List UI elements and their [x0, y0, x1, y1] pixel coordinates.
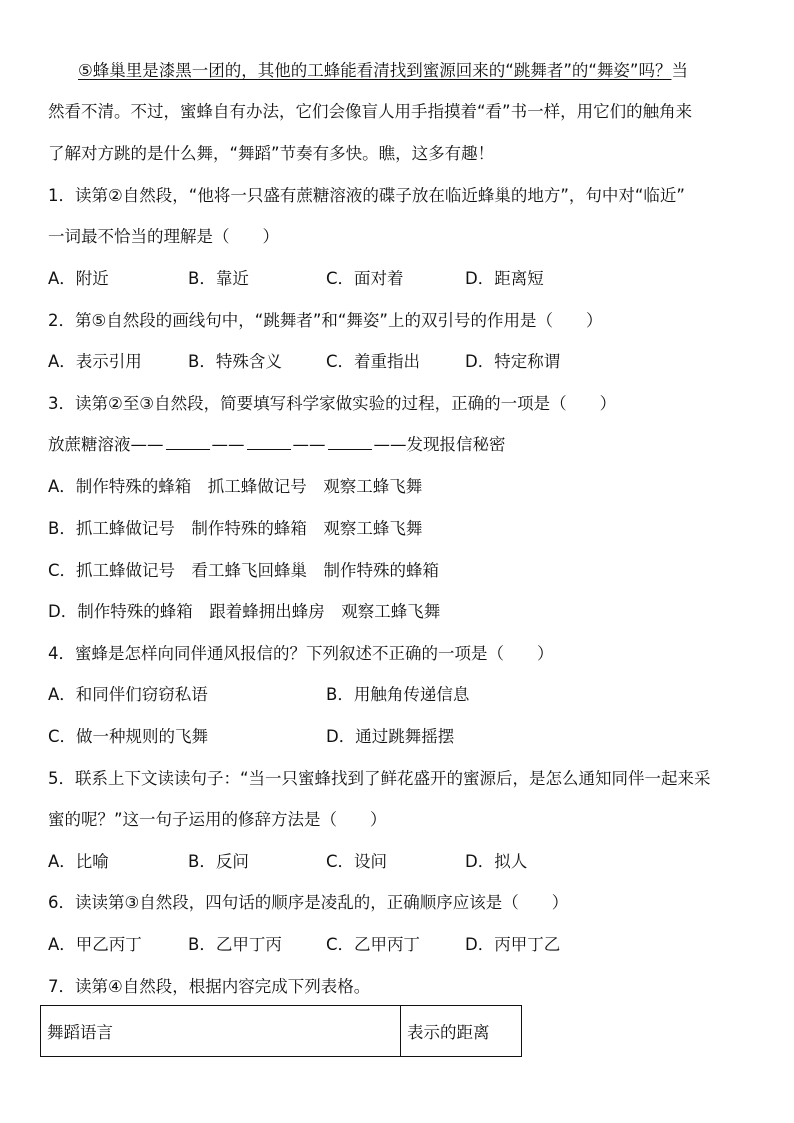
q6-option-c[interactable]: C．乙甲丙丁	[326, 935, 421, 954]
q2-option-b[interactable]: B．特殊含义	[188, 352, 282, 371]
table-header-dance-language: 舞蹈语言	[41, 1006, 401, 1057]
flow-blank-1[interactable]	[166, 435, 210, 450]
flow-blank-2[interactable]	[247, 435, 291, 450]
flow-sep-4b: —	[390, 435, 407, 454]
q1-stem-line-1: 1．读第②自然段，“他将一只盛有蔗糖溶液的碟子放在临近蜂巢的地方”，句中对“临近”	[48, 186, 685, 205]
q1-stem-line-2: 一词最不恰当的理解是（ ）	[48, 227, 279, 246]
q5-option-b[interactable]: B．反问	[188, 852, 249, 871]
q7-stem: 7．读第④自然段，根据内容完成下列表格。	[48, 977, 371, 996]
flow-sep-2: ——	[211, 435, 245, 454]
q6-option-d[interactable]: D．丙甲丁乙	[465, 935, 561, 954]
q5-stem-line-2: 蜜的呢？”这一句子运用的修辞方法是（ ）	[48, 810, 387, 829]
q5-stem-line-1: 5．联系上下文读读句子：“当一只蜜蜂找到了鲜花盛开的蜜源后，是怎么通知同伴一起来采	[48, 769, 711, 788]
q5-option-d[interactable]: D．拟人	[465, 852, 528, 871]
q3-option-b[interactable]: B．抓工蜂做记号 制作特殊的蜂箱 观察工蜂飞舞	[48, 519, 423, 538]
flow-start: 放蔗糖溶液	[48, 435, 131, 454]
q4-option-d[interactable]: D．通过跳舞摇摆	[326, 727, 455, 746]
flow-blank-3[interactable]	[328, 435, 372, 450]
q4-stem: 4．蜜蜂是怎样向同伴通风报信的？下列叙述不正确的一项是（ ）	[48, 644, 554, 663]
passage-line-2: 然看不清。不过，蜜蜂自有办法，它们会像盲人用手指摸着“看”书一样，用它们的触角来	[48, 102, 693, 121]
q3-option-a[interactable]: A．制作特殊的蜂箱 抓工蜂做记号 观察工蜂飞舞	[48, 477, 423, 496]
q4-option-a[interactable]: A．和同伴们窃窃私语	[48, 685, 208, 704]
table-header-distance: 表示的距离	[401, 1006, 522, 1057]
flow-sep-3b: —	[309, 435, 326, 454]
q5-option-c[interactable]: C．设问	[326, 852, 388, 871]
flow-sep-3: —	[292, 435, 309, 454]
flow-sep-4: —	[373, 435, 390, 454]
passage-line-3: 了解对方跳的是什么舞，“舞蹈”节奏有多快。瞧，这多有趣！	[48, 144, 495, 163]
q5-option-a[interactable]: A．比喻	[48, 852, 109, 871]
q6-stem: 6．读读第③自然段，四句话的顺序是凌乱的，正确顺序应该是（ ）	[48, 893, 569, 912]
flow-end: 发现报信秘密	[406, 435, 506, 454]
table-row	[41, 1006, 522, 1057]
q2-option-a[interactable]: A．表示引用	[48, 352, 142, 371]
q2-option-d[interactable]: D．特定称谓	[465, 352, 561, 371]
q6-option-b[interactable]: B．乙甲丁丙	[188, 935, 282, 954]
q4-option-c[interactable]: C．做一种规则的飞舞	[48, 727, 209, 746]
q3-flow	[48, 434, 506, 456]
q1-option-a[interactable]: A．附近	[48, 269, 109, 288]
passage-line-1-tail: 当	[671, 61, 688, 80]
passage-line-1	[78, 60, 688, 82]
q2-stem: 2．第⑤自然段的画线句中，“跳舞者”和“舞姿”上的双引号的作用是（ ）	[48, 311, 603, 330]
flow-sep-1: ——	[130, 435, 164, 454]
q7-table	[40, 1005, 522, 1057]
q1-option-c[interactable]: C．面对着	[326, 269, 404, 288]
q6-option-a[interactable]: A．甲乙丙丁	[48, 935, 142, 954]
underlined-sentence: ⑤蜂巢里是漆黑一团的，其他的工蜂能看清找到蜜源回来的“跳舞者”的“舞姿”吗？	[78, 61, 672, 80]
q3-option-c[interactable]: C．抓工蜂做记号 看工蜂飞回蜂巢 制作特殊的蜂箱	[48, 561, 440, 580]
q1-option-d[interactable]: D．距离短	[465, 269, 544, 288]
q4-option-b[interactable]: B．用触角传递信息	[326, 685, 470, 704]
q3-stem: 3．读第②至③自然段，简要填写科学家做实验的过程，正确的一项是（ ）	[48, 394, 617, 413]
q1-option-b[interactable]: B．靠近	[188, 269, 249, 288]
q2-option-c[interactable]: C．着重指出	[326, 352, 421, 371]
q3-option-d[interactable]: D．制作特殊的蜂箱 跟着蜂拥出蜂房 观察工蜂飞舞	[48, 602, 441, 621]
